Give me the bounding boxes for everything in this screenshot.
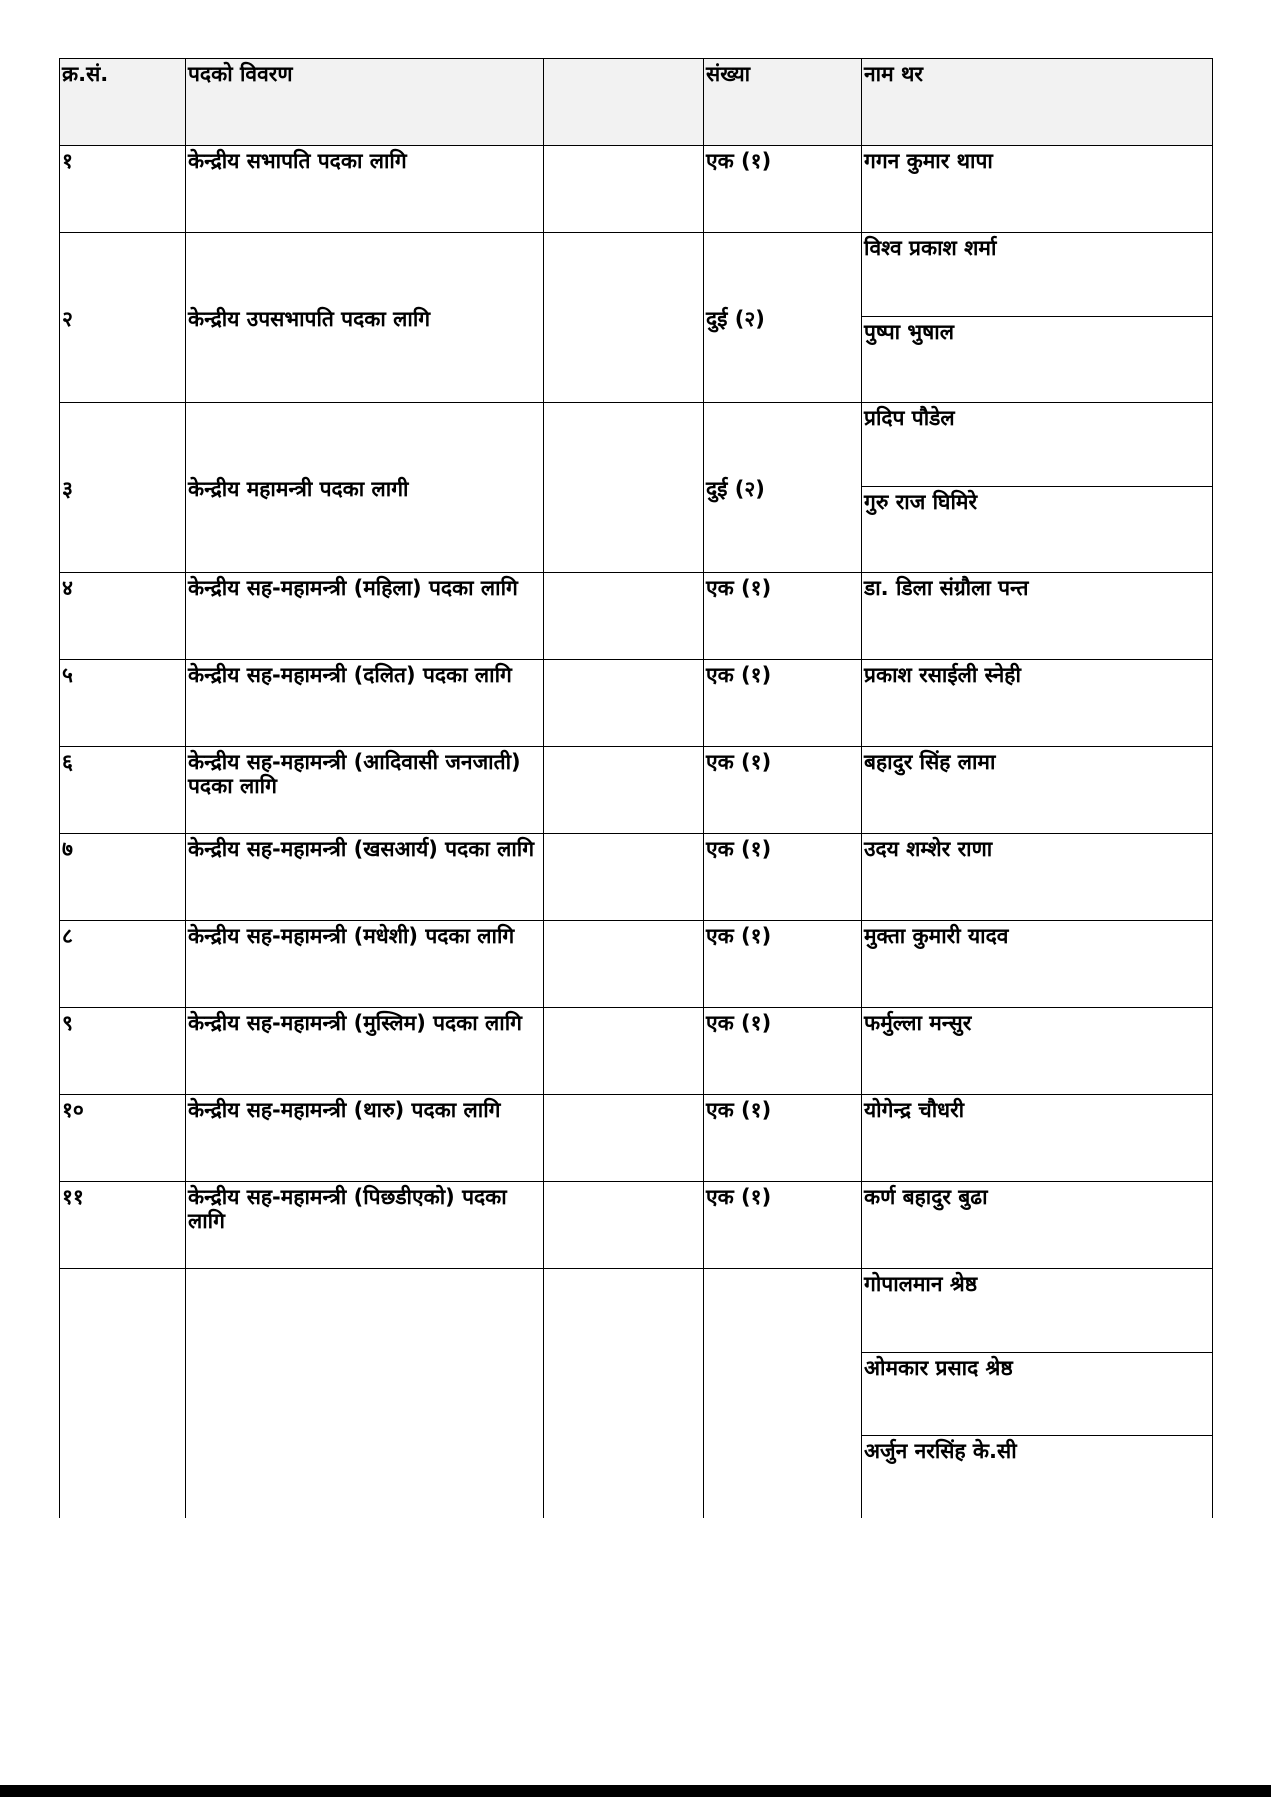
position-cell: केन्द्रीय उपसभापति पदका लागि bbox=[186, 233, 544, 403]
serial-cell: १० bbox=[60, 1095, 186, 1182]
serial-cell: ११ bbox=[60, 1182, 186, 1269]
blank-cell bbox=[544, 834, 704, 921]
table-row bbox=[60, 1095, 1213, 1182]
blank-cell bbox=[544, 233, 704, 403]
candidate-name: गगन कुमार थापा bbox=[864, 149, 993, 173]
count-cell: एक (१) bbox=[704, 146, 862, 233]
name-cell bbox=[862, 1182, 1213, 1269]
candidate-name: गोपालमान श्रेष्ठ bbox=[864, 1272, 978, 1296]
table-row bbox=[60, 573, 1213, 660]
position-cell: केन्द्रीय महामन्त्री पदका लागी bbox=[186, 403, 544, 573]
page-bottom-rule bbox=[0, 1785, 1271, 1797]
name-cell bbox=[862, 747, 1213, 834]
serial-cell: ५ bbox=[60, 660, 186, 747]
candidate-name: मुक्ता कुमारी यादव bbox=[864, 924, 1009, 948]
name-cell bbox=[862, 403, 1213, 573]
blank-cell bbox=[544, 146, 704, 233]
candidate-name: विश्व प्रकाश शर्मा bbox=[864, 236, 997, 260]
blank-cell bbox=[544, 573, 704, 660]
name-cell bbox=[862, 146, 1213, 233]
table-row bbox=[60, 1269, 1213, 1519]
candidate-name: प्रदिप पौडेल bbox=[864, 406, 955, 430]
document-page bbox=[59, 58, 1212, 1738]
blank-cell bbox=[544, 403, 704, 573]
table-row bbox=[60, 233, 1213, 403]
count-cell: एक (१) bbox=[704, 921, 862, 1008]
position-cell: केन्द्रीय सह-महामन्त्री (दलित) पदका लागि bbox=[186, 660, 544, 747]
serial-cell: ३ bbox=[60, 403, 186, 573]
serial-cell bbox=[60, 1269, 186, 1519]
table-body bbox=[60, 146, 1213, 1519]
blank-cell bbox=[544, 660, 704, 747]
position-cell: केन्द्रीय सह-महामन्त्री (मुस्लिम) पदका लागि bbox=[186, 1008, 544, 1095]
count-cell: एक (१) bbox=[704, 660, 862, 747]
table-row bbox=[60, 146, 1213, 233]
blank-cell bbox=[544, 1008, 704, 1095]
header-count: संख्या bbox=[704, 59, 862, 146]
blank-cell bbox=[544, 1095, 704, 1182]
count-cell: एक (१) bbox=[704, 834, 862, 921]
serial-cell: ४ bbox=[60, 573, 186, 660]
header-blank bbox=[544, 59, 704, 146]
candidate-name: उदय शम्शेर राणा bbox=[864, 837, 993, 861]
candidate-name: बहादुर सिंह लामा bbox=[864, 750, 996, 774]
serial-cell: ८ bbox=[60, 921, 186, 1008]
name-cell bbox=[862, 660, 1213, 747]
table-row bbox=[60, 660, 1213, 747]
table-row bbox=[60, 747, 1213, 834]
name-cell bbox=[862, 1008, 1213, 1095]
count-cell: दुई (२) bbox=[704, 233, 862, 403]
name-cell bbox=[862, 233, 1213, 403]
position-cell: केन्द्रीय सभापति पदका लागि bbox=[186, 146, 544, 233]
candidate-name: फर्मुल्ला मन्सुर bbox=[864, 1011, 972, 1035]
table-row bbox=[60, 834, 1213, 921]
table-row bbox=[60, 1008, 1213, 1095]
blank-cell bbox=[544, 921, 704, 1008]
table-row bbox=[60, 921, 1213, 1008]
serial-cell: २ bbox=[60, 233, 186, 403]
serial-cell: ६ bbox=[60, 747, 186, 834]
table-header-row bbox=[60, 59, 1213, 146]
candidate-name: कर्ण बहादुर बुढा bbox=[864, 1185, 988, 1209]
header-name: नाम थर bbox=[862, 59, 1213, 146]
position-cell: केन्द्रीय सह-महामन्त्री (खसआर्य) पदका लागि bbox=[186, 834, 544, 921]
position-cell: केन्द्रीय सह-महामन्त्री (थारु) पदका लागि bbox=[186, 1095, 544, 1182]
table-row bbox=[60, 1182, 1213, 1269]
count-cell: एक (१) bbox=[704, 1182, 862, 1269]
position-cell: केन्द्रीय सह-महामन्त्री (पिछडीएको) पदका लागि bbox=[186, 1182, 544, 1269]
serial-cell: ७ bbox=[60, 834, 186, 921]
name-cell bbox=[862, 1269, 1213, 1519]
blank-cell bbox=[544, 747, 704, 834]
candidate-name: ओमकार प्रसाद श्रेष्ठ bbox=[862, 1352, 1212, 1435]
candidate-name: गुरु राज घिमिरे bbox=[862, 486, 1212, 569]
position-cell: केन्द्रीय सह-महामन्त्री (मधेशी) पदका लागि bbox=[186, 921, 544, 1008]
blank-cell bbox=[544, 1182, 704, 1269]
header-position: पदको विवरण bbox=[186, 59, 544, 146]
position-cell bbox=[186, 1269, 544, 1519]
candidates-table bbox=[59, 58, 1213, 1518]
count-cell bbox=[704, 1269, 862, 1519]
count-cell: दुई (२) bbox=[704, 403, 862, 573]
name-cell bbox=[862, 1095, 1213, 1182]
candidate-name: प्रकाश रसाईली स्नेही bbox=[864, 663, 1021, 687]
header-serial: क्र.सं. bbox=[60, 59, 186, 146]
count-cell: एक (१) bbox=[704, 1095, 862, 1182]
serial-cell: १ bbox=[60, 146, 186, 233]
position-cell: केन्द्रीय सह-महामन्त्री (आदिवासी जनजाती) पदका लागि bbox=[186, 747, 544, 834]
count-cell: एक (१) bbox=[704, 573, 862, 660]
blank-cell bbox=[544, 1269, 704, 1519]
count-cell: एक (१) bbox=[704, 1008, 862, 1095]
serial-cell: ९ bbox=[60, 1008, 186, 1095]
candidate-name: योगेन्द्र चौधरी bbox=[864, 1098, 965, 1122]
candidate-name: अर्जुन नरसिंह के.सी bbox=[862, 1435, 1212, 1518]
name-cell bbox=[862, 921, 1213, 1008]
candidate-name: डा. डिला संग्रौला पन्त bbox=[864, 576, 1029, 600]
candidate-name: पुष्पा भुषाल bbox=[862, 316, 1212, 399]
position-cell: केन्द्रीय सह-महामन्त्री (महिला) पदका लागि bbox=[186, 573, 544, 660]
name-cell bbox=[862, 834, 1213, 921]
count-cell: एक (१) bbox=[704, 747, 862, 834]
table-row bbox=[60, 403, 1213, 573]
name-cell bbox=[862, 573, 1213, 660]
